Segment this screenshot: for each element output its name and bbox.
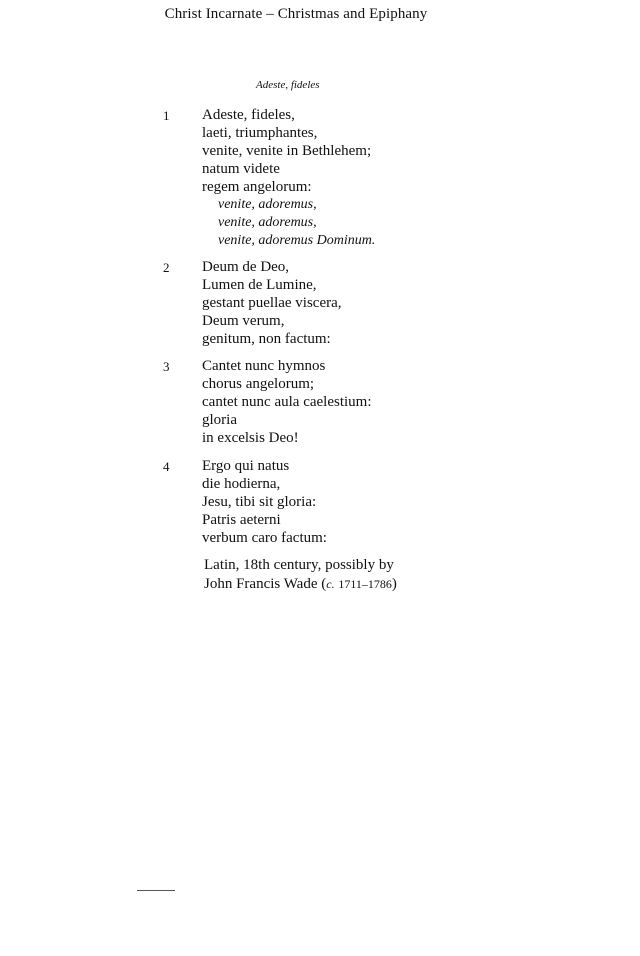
refrain-line: venite, adoremus, <box>218 197 317 212</box>
attribution-line-2 <box>204 575 397 594</box>
attribution-dates-wrap: (c. 1711–1786) <box>321 576 397 592</box>
hymn-title: Adeste, fideles <box>256 79 320 91</box>
verse-number: 3 <box>163 359 170 374</box>
verse-line: natum videte <box>202 161 280 177</box>
verse-line: laeti, triumphantes, <box>202 125 318 141</box>
verse-line: chorus angelorum; <box>202 376 315 392</box>
verse-line: cantet nunc aula caelestium: <box>202 394 372 410</box>
circa-mark: c. <box>326 577 335 591</box>
verse-line: gestant puellae viscera, <box>202 295 342 311</box>
verse-line: venite, venite in Bethlehem; <box>202 143 372 159</box>
verse-line: die hodierna, <box>202 476 281 492</box>
verse-line: Adeste, fideles, <box>202 107 295 123</box>
verse-line: Ergo qui natus <box>202 458 290 474</box>
verse-line: Lumen de Lumine, <box>202 277 317 293</box>
verse-line: Patris aeterni <box>202 512 281 528</box>
author-name: John Francis Wade <box>204 576 318 592</box>
verse-line: gloria <box>202 412 237 428</box>
verse-line: verbum caro factum: <box>202 530 327 546</box>
author-dates: 1711–1786 <box>338 577 392 591</box>
verse-line: regem angelorum: <box>202 179 312 195</box>
running-head: Christ Incarnate – Christmas and Epiphany <box>164 6 428 22</box>
verse-number: 4 <box>163 459 170 474</box>
refrain-line: venite, adoremus Dominum. <box>218 233 376 248</box>
attribution-line-1: Latin, 18th century, possibly by <box>204 557 394 573</box>
footer-rule <box>137 890 175 891</box>
verse-number: 2 <box>163 260 170 275</box>
verse-line: Deum de Deo, <box>202 259 290 275</box>
verse-line: Deum verum, <box>202 313 285 329</box>
verse-line: genitum, non factum: <box>202 331 331 347</box>
refrain-line: venite, adoremus, <box>218 215 317 230</box>
verse-line: in excelsis Deo! <box>202 430 299 446</box>
attribution <box>204 556 397 594</box>
verse-number: 1 <box>163 108 170 123</box>
verse-line: Cantet nunc hymnos <box>202 358 326 374</box>
verse-line: Jesu, tibi sit gloria: <box>202 494 317 510</box>
